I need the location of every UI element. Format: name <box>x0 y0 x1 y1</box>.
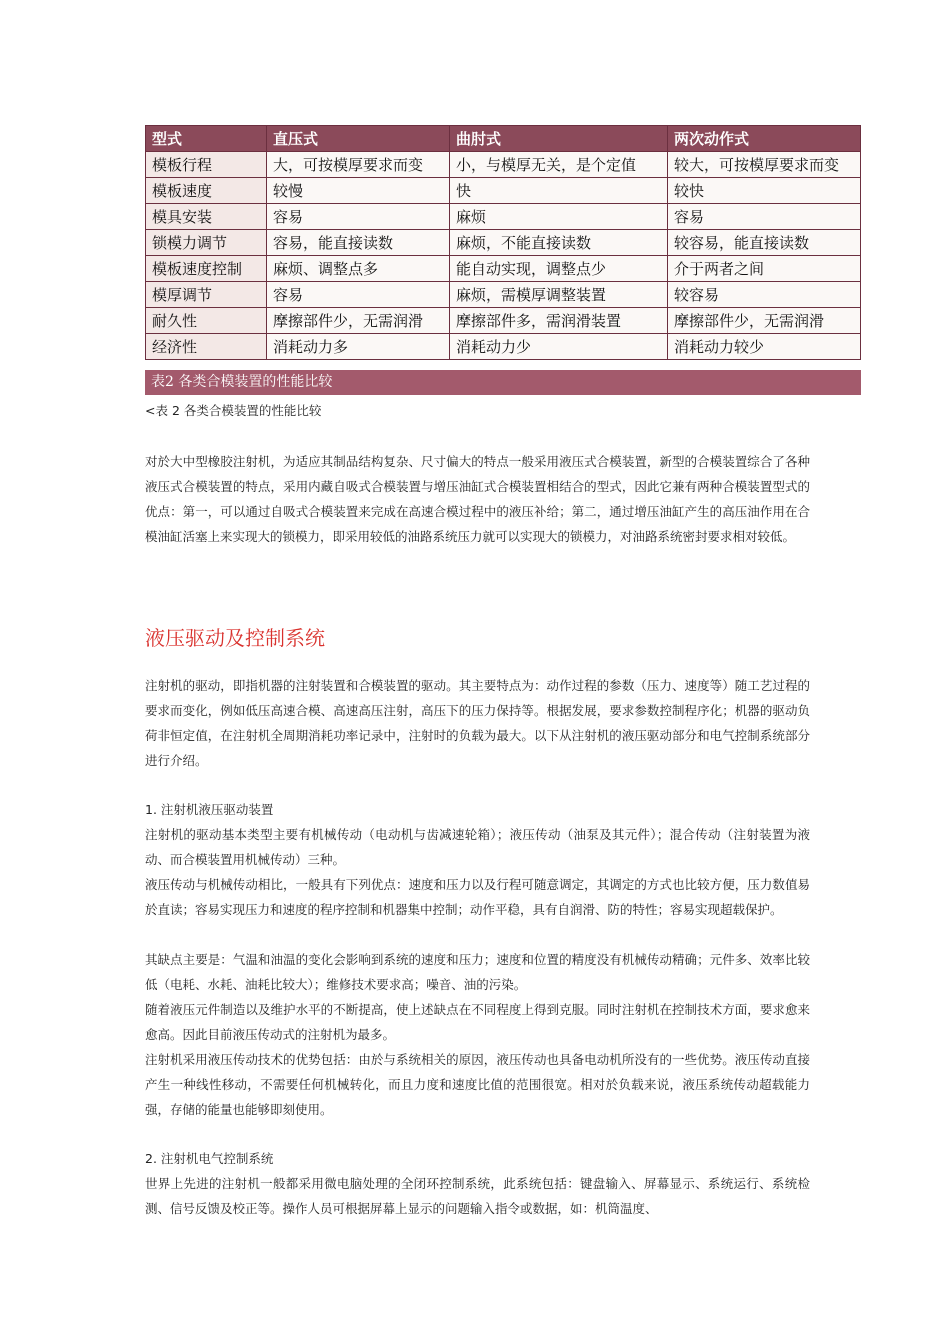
section1-p4: 随着液压元件制造以及维护水平的不断提高，使上述缺点在不同程度上得到克服。同时注射机在控制技术方面，要求愈来愈高。因此目前液压传动式的注射机为最多。 <box>145 1002 810 1042</box>
table-row <box>146 230 861 256</box>
table-header-cell: 型式 <box>146 126 267 152</box>
section1-p3: 其缺点主要是：气温和油温的变化会影响到系统的速度和压力；速度和位置的精度没有机械传动精确；元件多、效率比较低（电耗、水耗、油耗比较大）；维修技术要求高；噪音、油的污染。 <box>145 952 810 992</box>
section-heading: 液压驱动及控制系统 <box>145 626 325 650</box>
table-cell: 容易 <box>267 282 450 308</box>
table-row <box>146 334 861 360</box>
table-cell: 较大，可按模厚要求而变 <box>668 152 861 178</box>
table-cell: 能自动实现，调整点少 <box>450 256 668 282</box>
comparison-table <box>145 125 861 360</box>
table-row <box>146 152 861 178</box>
table-cell: 摩擦部件少，无需润滑 <box>668 308 861 334</box>
table-row <box>146 178 861 204</box>
table-cell: 快 <box>450 178 668 204</box>
table-header-cell: 两次动作式 <box>668 126 861 152</box>
intro-paragraph: 对於大中型橡胶注射机，为适应其制品结构复杂、尺寸偏大的特点一般采用液压式合模装置，新型的合模装置综合了各种液压式合模装置的特点，采用内藏自吸式合模装置与增压油缸式合模装置相结合的型式，因此它兼有两种合模装置型式的优点：第一，可以通过自吸式合模装置来完成在高速合模过程中的液压补给；第二，通过增压油缸产生的高压油作用在合模油缸活塞上来实现大的锁模力，即采用较低的油路系统压力就可以实现大的锁模力，对油路系统密封要求相对较低。 <box>145 454 810 544</box>
table-cell: 消耗动力较少 <box>668 334 861 360</box>
table-cell: 大，可按模厚要求而变 <box>267 152 450 178</box>
drive-paragraph: 注射机的驱动，即指机器的注射装置和合模装置的驱动。其主要特点为：动作过程的参数（压力、速度等）随工艺过程的要求而变化，例如低压高速合模、高速高压注射，高压下的压力保持等。根据发展，要求参数控制程序化；机器的驱动负荷非恒定值，在注射机全周期消耗功率记录中，注射时的负载为最大。以下从注射机的液压驱动部分和电气控制系统部分进行介绍。 <box>145 678 810 768</box>
table-row <box>146 282 861 308</box>
table-row <box>146 308 861 334</box>
table-cell: 较容易 <box>668 282 861 308</box>
table-row-header-cell: 耐久性 <box>146 308 267 334</box>
table-cell: 摩擦部件少，无需润滑 <box>267 308 450 334</box>
table-row <box>146 204 861 230</box>
table-row-header-cell: 模板速度控制 <box>146 256 267 282</box>
table-cell: 消耗动力少 <box>450 334 668 360</box>
section2-title: 2. 注射机电气控制系统 <box>145 1151 274 1166</box>
table-cell: 消耗动力多 <box>267 334 450 360</box>
section1-p1: 注射机的驱动基本类型主要有机械传动（电动机与齿减速轮箱）；液压传动（油泵及其元件）；混合传动（注射装置为液动、而合模装置用机械传动）三种。 <box>145 827 810 867</box>
table-row-header-cell: 锁模力调节 <box>146 230 267 256</box>
section1-title: 1. 注射机液压驱动装置 <box>145 802 274 817</box>
table-cell: 容易 <box>267 204 450 230</box>
table-cell: 小，与模厚无关，是个定值 <box>450 152 668 178</box>
table-row-header-cell: 模板速度 <box>146 178 267 204</box>
table-cell: 容易，能直接读数 <box>267 230 450 256</box>
table-cell: 容易 <box>668 204 861 230</box>
table-caption: 表2 各类合模装置的性能比较 <box>145 370 861 395</box>
figure-note: <表 2 各类合模装置的性能比较 <box>145 403 322 418</box>
table-row-header-cell: 模厚调节 <box>146 282 267 308</box>
table-row-header-cell: 经济性 <box>146 334 267 360</box>
table-header-cell: 曲肘式 <box>450 126 668 152</box>
table-cell: 较快 <box>668 178 861 204</box>
table-row-header-cell: 模板行程 <box>146 152 267 178</box>
table-cell: 麻烦，需模厚调整装置 <box>450 282 668 308</box>
table-cell: 介于两者之间 <box>668 256 861 282</box>
table-cell: 较容易，能直接读数 <box>668 230 861 256</box>
table-cell: 麻烦、调整点多 <box>267 256 450 282</box>
table-header-row <box>146 126 861 152</box>
table-cell: 麻烦 <box>450 204 668 230</box>
table-cell: 较慢 <box>267 178 450 204</box>
table-row <box>146 256 861 282</box>
table-cell: 麻烦，不能直接读数 <box>450 230 668 256</box>
section1-p2: 液压传动与机械传动相比，一般具有下列优点：速度和压力以及行程可随意调定，其调定的方式也比较方便，压力数值易於直读；容易实现压力和速度的程序控制和机器集中控制；动作平稳，具有自润滑、防的特性；容易实现超载保护。 <box>145 877 810 917</box>
comparison-table-wrap <box>145 125 861 360</box>
table-cell: 摩擦部件多，需润滑装置 <box>450 308 668 334</box>
table-header-cell: 直压式 <box>267 126 450 152</box>
section1-p5: 注射机采用液压传动技术的优势包括：由於与系统相关的原因，液压传动也具备电动机所没有的一些优势。液压传动直接产生一种线性移动，不需要任何机械转化，而且力度和速度比值的范围很宽。相对於负载来说，液压系统传动超载能力强，存储的能量也能够即刻使用。 <box>145 1052 810 1117</box>
table-row-header-cell: 模具安装 <box>146 204 267 230</box>
section2-p1: 世界上先进的注射机一般都采用微电脑处理的全闭环控制系统，此系统包括：键盘输入、屏幕显示、系统运行、系统检测、信号反馈及校正等。操作人员可根据屏幕上显示的问题输入指令或数据，如：机筒温度、 <box>145 1176 810 1216</box>
